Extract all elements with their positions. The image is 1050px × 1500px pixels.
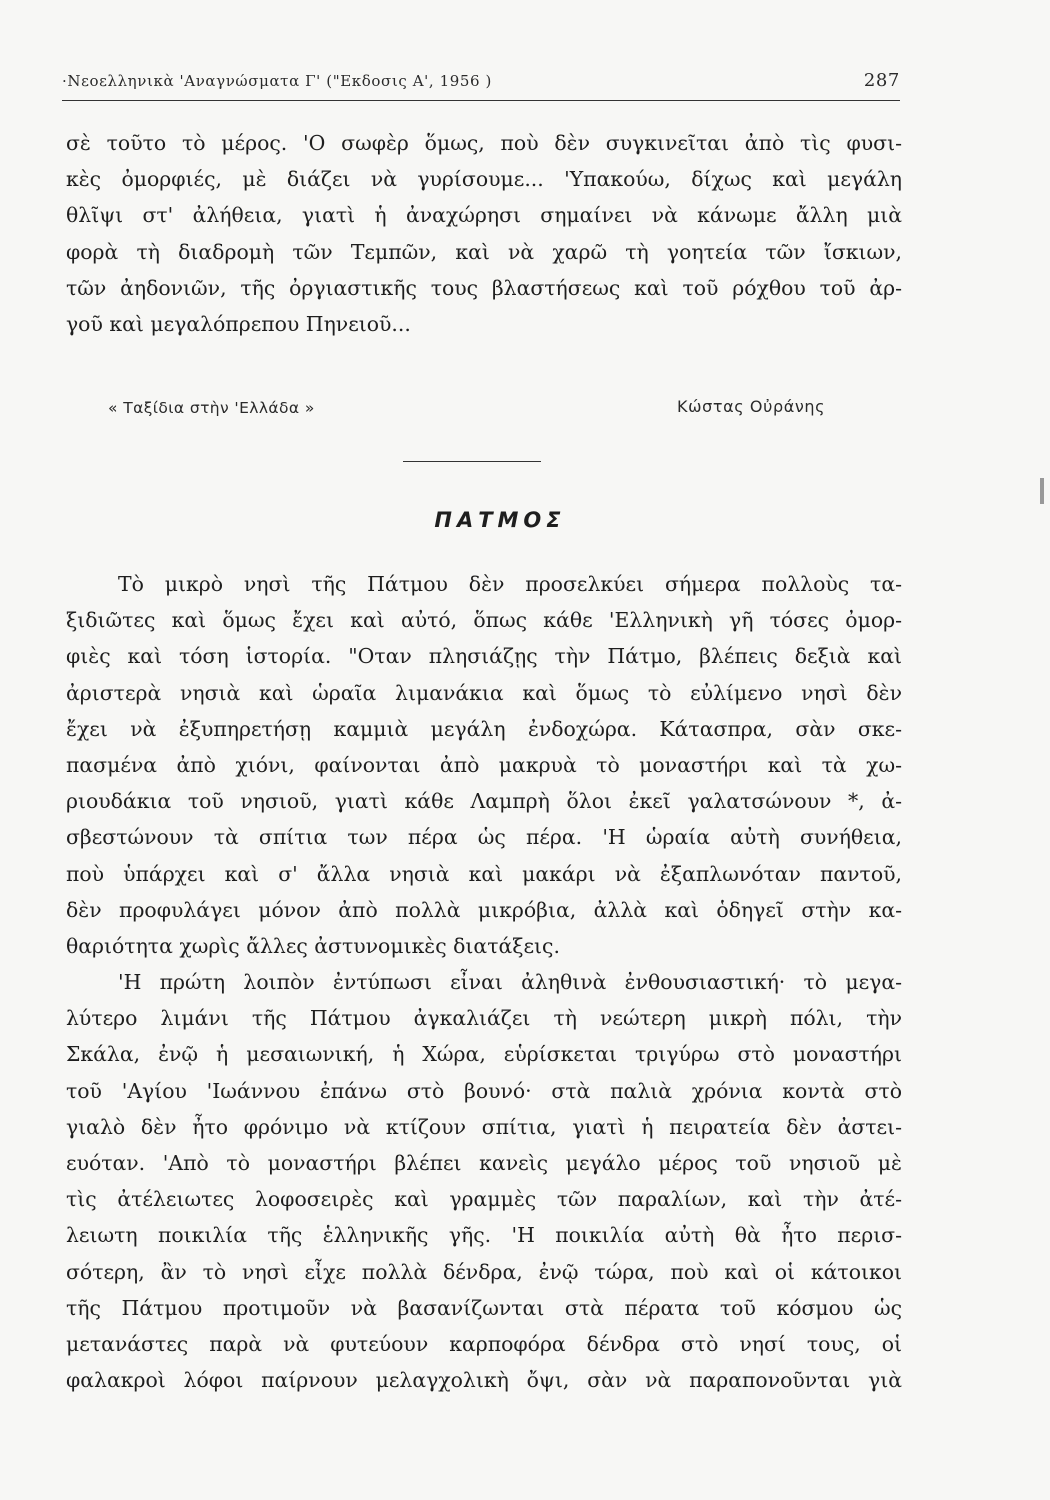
text-line: τὶς ἀτέλειωτες λοφοσειρὲς καὶ γραμμὲς τῶν παραλίων, καὶ τὴν ἀτέ- (66, 1187, 902, 1212)
text-line: γιαλὸ δὲν ἦτο φρόνιμο νὰ κτίζουν σπίτια, γιατὶ ἡ πειρατεία δὲν ἀστει- (66, 1114, 902, 1139)
text-line: σότερη, ἂν τὸ νησὶ εἶχε πολλὰ δένδρα, ἐνῷ τώρα, ποὺ καὶ οἱ κάτοικοι (66, 1259, 902, 1284)
text-line: 'Η πρώτη λοιπὸν ἐντύπωσι εἶναι ἀληθινὰ ἐνθουσιαστική· τὸ μεγα- (118, 970, 902, 994)
text-line: λύτερο λιμάνι τῆς Πάτμου ἀγκαλιάζει τὴ νεώτερη μικρὴ πόλι, τὴν (66, 1006, 902, 1031)
text-line: σβεστώνουν τὰ σπίτια των πέρα ὡς πέρα. 'Η ὡραία αὐτὴ συνήθεια, (66, 825, 902, 850)
text-line: θλῖψι στ' ἀλήθεια, γιατὶ ἡ ἀναχώρησι σημαίνει νὰ κάνωμε ἄλλη μιὰ (66, 203, 902, 228)
author-name: Κώστας Οὐράνης (677, 397, 826, 416)
text-line: φιὲς καὶ τόση ἱστορία. "Οταν πλησιάζῃς τὴν Πάτμο, βλέπεις δεξιὰ καὶ (66, 644, 902, 669)
text-line: φορὰ τὴ διαδρομὴ τῶν Τεμπῶν, καὶ νὰ χαρῶ τὴ γοητεία τῶν ἴσκιων, (66, 239, 902, 264)
text-line: πασμένα ἀπὸ χιόνι, φαίνονται ἀπὸ μακρυὰ τὸ μοναστήρι καὶ τὰ χω- (66, 752, 902, 777)
text-line: τῶν ἀηδονιῶν, τῆς ὀργιαστικῆς τους βλαστήσεως καὶ τοῦ ρόχθου τοῦ ἀρ- (66, 275, 902, 300)
previous-passage (66, 125, 902, 342)
section-divider (403, 461, 541, 462)
text-line: μετανάστες παρὰ νὰ φυτεύουν καρποφόρα δένδρα στὸ νησί τους, οἱ (66, 1331, 902, 1356)
running-header (62, 70, 900, 101)
page-number: 287 (863, 70, 900, 91)
paragraph-2 (66, 964, 902, 1398)
text-line: Τὸ μικρὸ νησὶ τῆς Πάτμου δὲν προσελκύει σήμερα πολλοὺς τα- (118, 572, 902, 596)
text-line: λειωτη ποικιλία τῆς ἑλληνικῆς γῆς. 'Η ποικιλία αὐτὴ θὰ ἦτο περισ- (66, 1223, 902, 1248)
text-line: ἀριστερὰ νησιὰ καὶ ὡραῖα λιμανάκια καὶ ὅμως τὸ εὐλίμενο νησὶ δὲν (66, 680, 902, 705)
article-title: ΠΑΤΜΟΣ (434, 508, 566, 532)
text-line: ἔχει νὰ ἐξυπηρετήσῃ καμμιὰ μεγάλη ἐνδοχώρα. Κάτασπρα, σὰν σκε- (66, 716, 902, 741)
text-line: θαριότητα χωρὶς ἄλλες ἀστυνομικὲς διατάξεις. (66, 933, 560, 958)
text-line: κὲς ὀμορφιές, μὲ διάζει νὰ γυρίσουμε... 'Υπακούω, δίχως καὶ μεγάλη (66, 167, 902, 192)
text-line: ξιδιῶτες καὶ ὅμως ἔχει καὶ αὐτό, ὅπως κάθε 'Ελληνικὴ γῆ τόσες ὀμορ- (66, 608, 902, 633)
text-line: γοῦ καὶ μεγαλόπρεπου Πηνειοῦ... (66, 311, 411, 336)
scan-margin-mark (1040, 478, 1044, 504)
running-title: ·Νεοελληνικὰ 'Αναγνώσματα Γ' ("Εκδοσις Α', 1956 ) (62, 72, 492, 90)
text-line: τοῦ 'Αγίου 'Ιωάννου ἐπάνω στὸ βουνό· στὰ παλιὰ χρόνια κοντὰ στὸ (66, 1078, 902, 1103)
text-line: σὲ τοῦτο τὸ μέρος. 'Ο σωφὲρ ὅμως, ποὺ δὲν συγκινεῖται ἀπὸ τὶς φυσι- (66, 131, 902, 155)
text-line: ευόταν. 'Απὸ τὸ μοναστήρι βλέπει κανεὶς μεγάλο μέρος τοῦ νησιοῦ μὲ (66, 1150, 902, 1175)
source-citation: « Ταξίδια στὴν 'Ελλάδα » (108, 399, 315, 417)
text-line: ποὺ ὑπάρχει καὶ σ' ἄλλα νησιὰ καὶ μακάρι νὰ ἐξαπλωνόταν παντοῦ, (66, 861, 902, 886)
text-line: ριουδάκια τοῦ νησιοῦ, γιατὶ κάθε Λαμπρὴ ὅλοι ἐκεῖ γαλατσώνουν *, ἀ- (66, 789, 902, 814)
text-line: Σκάλα, ἐνῷ ἡ μεσαιωνική, ἡ Χώρα, εὑρίσκεται τριγύρω στὸ μοναστήρι (66, 1042, 902, 1067)
text-line: δὲν προφυλάγει μόνον ἀπὸ πολλὰ μικρόβια, ἀλλὰ καὶ ὁδηγεῖ στὴν κα- (66, 897, 902, 922)
paragraph-1 (66, 566, 902, 964)
text-line: φαλακροὶ λόφοι παίρνουν μελαγχολικὴ ὄψι, σὰν νὰ παραπονοῦνται γιὰ (66, 1368, 902, 1393)
text-line: τῆς Πάτμου προτιμοῦν νὰ βασανίζωνται στὰ πέρατα τοῦ κόσμου ὡς (66, 1295, 902, 1320)
